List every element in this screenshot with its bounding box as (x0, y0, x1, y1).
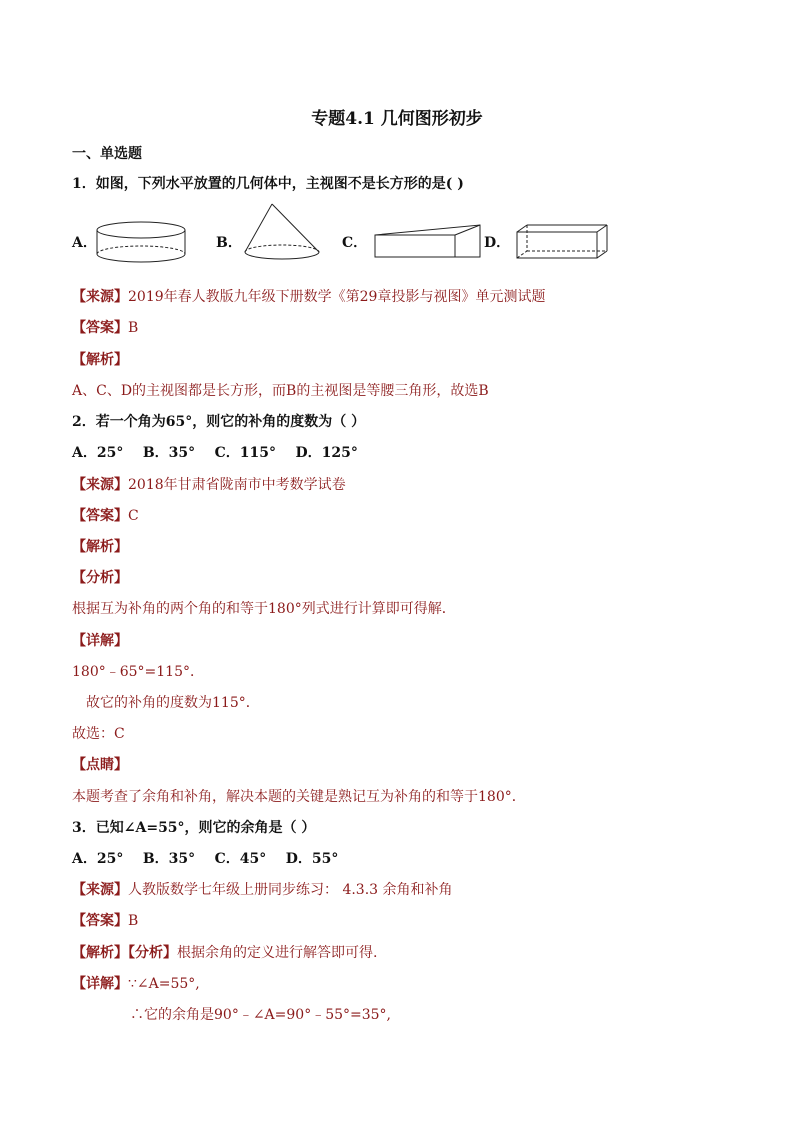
q1-option-c-label: C． (342, 235, 368, 251)
q2-chosen: 故选：C (72, 726, 125, 742)
cone-icon (242, 202, 322, 270)
q1-options (72, 206, 632, 274)
q2-stem: 2．若一个角为65°，则它的补角的度数为（ ） (72, 414, 366, 430)
q3-source: 【来源】人教版数学七年级上册同步练习： 4.3.3 余角和补角 (72, 882, 453, 898)
q2-detail-line-2: 故它的补角的度数为115°． (86, 695, 260, 711)
q2-detail-tag: 【详解】 (72, 633, 128, 649)
q1-source: 【来源】2019年春人教版九年级下册数学《第29章投影与视图》单元测试题 (72, 289, 546, 305)
section-heading: 一、单选题 (72, 146, 142, 162)
triangular-prism-icon (372, 222, 484, 266)
q2-dianjing: 本题考查了余角和补角，解决本题的关键是熟记互为补角的和等于180°． (72, 789, 526, 805)
q3-answer: 【答案】B (72, 913, 139, 929)
q3-detail-line-2: ∴它的余角是90°﹣∠A=90°﹣55°=35°, (130, 1007, 392, 1023)
q2-dianjing-tag: 【点睛】 (72, 757, 128, 773)
q1-option-b-label: B． (216, 235, 242, 251)
rectangular-prism-icon (514, 222, 610, 266)
q3-analysis: 【解析】【分析】根据余角的定义进行解答即可得. (72, 945, 378, 961)
cylinder-icon (94, 220, 190, 272)
page-title: 专题4.1 几何图形初步 (311, 109, 483, 129)
q2-fenxi-tag: 【分析】 (72, 570, 128, 586)
q2-source: 【来源】2018年甘肃省陇南市中考数学试卷 (72, 477, 346, 493)
q3-options: A．25° B．35° C．45° D．55° (72, 851, 339, 867)
q2-fenxi: 根据互为补角的两个角的和等于180°列式进行计算即可得解． (72, 601, 456, 617)
q1-analysis: A、C、D的主视图都是长方形，而B的主视图是等腰三角形，故选B (72, 383, 489, 399)
q2-analysis-tag: 【解析】 (72, 539, 128, 555)
q2-options: A．25° B．35° C．115° D．125° (72, 445, 358, 461)
q2-answer: 【答案】C (72, 508, 139, 524)
q1-option-a-label: A． (72, 235, 97, 251)
q3-stem: 3．已知∠A=55°，则它的余角是（ ） (72, 820, 316, 836)
q3-detail: 【详解】∵∠A=55°, (72, 976, 200, 992)
q1-answer: 【答案】B (72, 320, 139, 336)
q1-option-d-label: D． (484, 235, 511, 251)
q1-stem: 1．如图，下列水平放置的几何体中，主视图不是长方形的是( ) (72, 176, 464, 192)
q1-analysis-tag: 【解析】 (72, 352, 128, 368)
q2-detail-line-1: 180°﹣65°=115°． (72, 664, 204, 680)
